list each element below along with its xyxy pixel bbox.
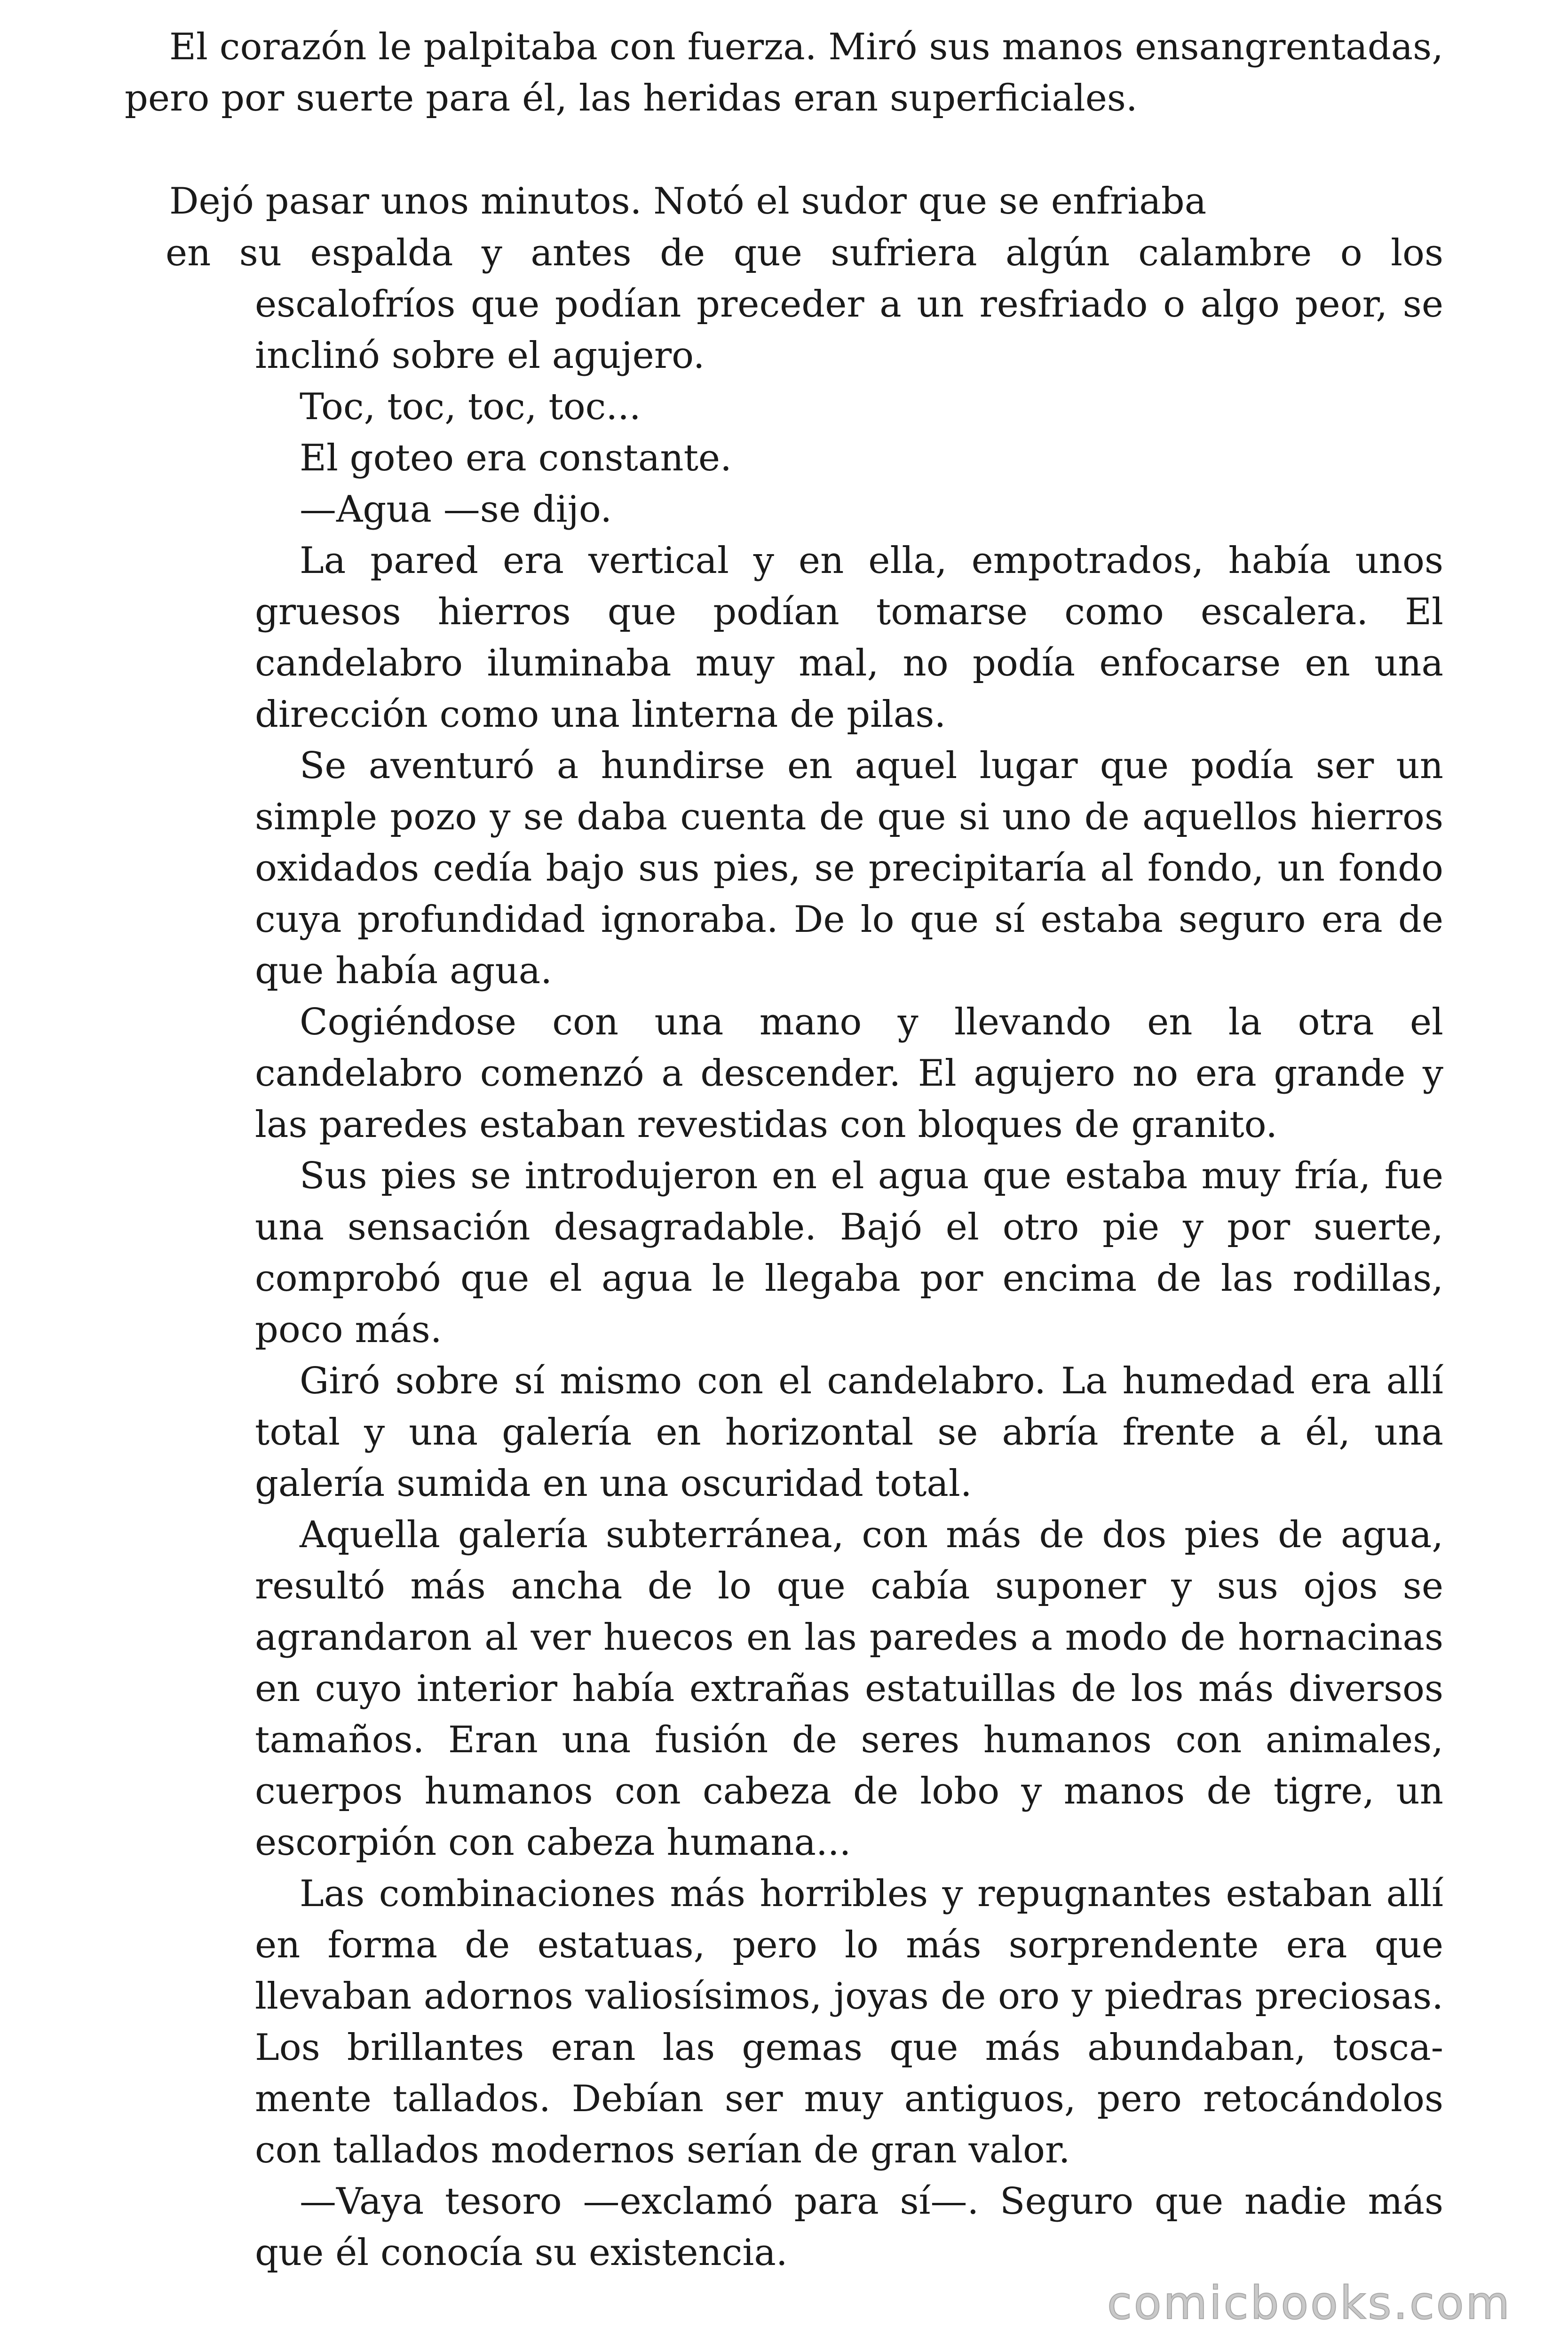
paragraph-7: La pared era vertical y en ella, empotrados, había unos gruesos hierros que podían tomarse como escalera. El candelabro iluminaba muy mal, no podía enfocarse en una dirección como una linterna de pilas. — [255, 540, 1443, 736]
paragraph-6: —Agua —se dijo. — [300, 488, 612, 531]
paragraph-2: Dejó pasar unos minutos. Notó el sudor que se enfriaba — [169, 180, 1207, 222]
paragraph-8: Se aventuró a hundirse en aquel lugar que podía ser un simple pozo y se daba cuenta de que si uno de aquellos hierros oxidados cedía bajo sus pies, se precipitaría al fondo, un fondo cuya profundidad ignoraba. De lo que sí estaba seguro era de que había agua. — [255, 745, 1443, 992]
paragraph-12: Aquella galería subterránea, con más de dos pies de agua, resultó más ancha de lo que cabía suponer y sus ojos se agrandaron al ver huecos en las paredes a modo de hornacinas en cuyo interior había extrañas estatuillas de los más diversos tamaños. Eran una fusión de seres humanos con animales, cuerpos humanos con cabeza de lobo y manos de tigre, un escorpión con cabeza humana... — [255, 1514, 1443, 1864]
paragraph-3 — [166, 228, 1443, 381]
paragraph-1: El corazón le palpitaba con fuerza. Miró sus manos ensangrentadas, pero por suerte para él, las heridas eran superficiales. — [125, 26, 1443, 119]
paragraph-5: El goteo era constante. — [300, 437, 732, 479]
paragraph-3-text: en su espalda y antes de que sufriera algún calambre o los escalofríos que podían preceder a un resfriado o algo peor, se inclinó sobre el agujero. — [166, 232, 1443, 377]
paragraph-14: —Vaya tesoro —exclamó para sí—. Seguro que nadie más que él conocía su existencia. — [255, 2180, 1443, 2274]
paragraph-10: Sus pies se introdujeron en el agua que estaba muy fría, fue una sensación desagradable. Bajó el otro pie y por suerte, comprobó que el agua le llegaba por encima de las rodillas, poco más. — [255, 1155, 1443, 1351]
body-block — [255, 381, 1443, 2279]
paragraph-9: Cogiéndose con una mano y llevando en la otra el candelabro comenzó a descender. El agujero no era grande y las paredes estaban revestidas con bloques de granito. — [255, 1001, 1443, 1146]
paragraph-11: Giró sobre sí mismo con el candelabro. La humedad era allí total y una galería en horizontal se abría frente a él, una galería sumida en una oscuridad total. — [255, 1360, 1443, 1505]
paragraph-13: Las combinaciones más horribles y repugnantes estaban allí en forma de estatuas, pero lo más sorprendente era que llevaban adornos valiosísimos, joyas de oro y piedras preciosas. Los brillantes eran las gemas que más abundaban, tosca- mente tallados. Debían ser muy antiguos, pero retocándolos con tallados modernos serían de gran valor. — [255, 1873, 1443, 2171]
watermark: comicbooks.com — [1107, 2277, 1512, 2329]
paragraph-4: Toc, toc, toc, toc... — [300, 386, 641, 428]
